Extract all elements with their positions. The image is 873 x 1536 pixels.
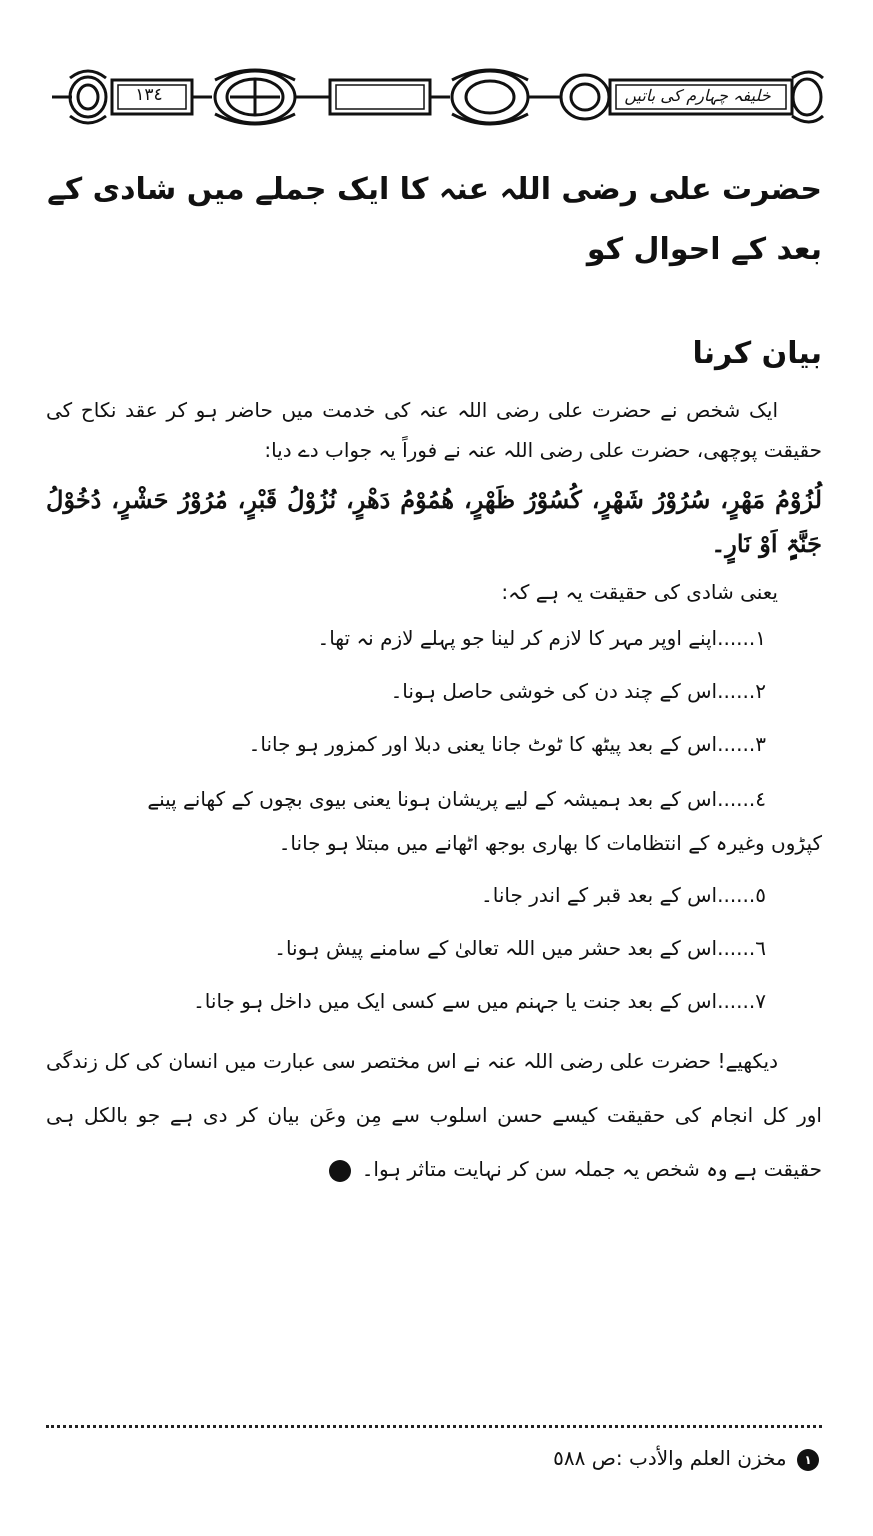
closing-line-3: شخص یہ جملہ سن کر نہایت متاثر ہوا۔ [361,1157,700,1181]
intro-line-1: ایک شخص نے حضرت علی رضی اللہ عنہ کی خدمت میں حاضر ہو کر عقد نکاح کی حقیقت [46,398,822,462]
closing-line-2: انجام کی حقیقت کیسے حسن اسلوب سے مِن وعَن بیان کر دی ہے جو بالکل ہی حقیقت ہے وہ [46,1103,822,1181]
arabic-quote-line-2: حَشْرٍ، دُخُوْلُ جَنَّۃٍ اَوْ نَارٍ۔ [46,485,822,558]
list-item: ١......اپنے اوپر مہر کا لازم کر لینا جو پہلے لازم نہ تھا۔ [317,626,766,650]
running-title: خلیفہ چہارم کی باتیں [624,85,771,105]
page-number: ١٣٤ [135,85,163,105]
list-item-4-text: ٤......اس کے بعد ہمیشہ کے لیے پریشان ہونا یعنی بیوی بچوں کے کھانے پینے [147,787,766,811]
footnote-marker: ١ [797,1449,819,1471]
footnote-divider [46,1425,822,1428]
list-item: ٣......اس کے بعد پیٹھ کا ٹوٹ جانا یعنی دبلا اور کمزور ہو جانا۔ [248,732,766,756]
chapter-title-line-1: حضرت علی رضی اللہ عنہ کا ایک جملے میں شادی کے بعد کے احوال کو [47,172,822,267]
list-item: ٦......اس کے بعد حشر میں اللہ تعالیٰ کے سامنے پیش ہونا۔ [274,936,766,960]
page-content [46,160,822,1196]
closing-line-1: دیکھیے! حضرت علی رضی اللہ عنہ نے اس مختصر سی عبارت میں انسان کی کل زندگی اور کل [46,1049,822,1127]
list-item: ٥......اس کے بعد قبر کے اندر جانا۔ [481,883,766,907]
intro-line-2: پوچھی، حضرت علی رضی اللہ عنہ نے فوراً یہ جواب دے دیا: [264,438,758,462]
list-item [46,777,822,865]
arabic-quote [46,478,822,566]
chapter-title [46,160,822,384]
list-item: ٢......اس کے چند دن کی خوشی حاصل ہونا۔ [390,679,766,703]
list-item: ٧......اس کے بعد جنت یا جہنم میں سے کسی ایک میں داخل ہو جانا۔ [193,989,766,1013]
meaning-list [46,612,822,1028]
chapter-title-line-2: بیان کرنا [692,336,822,371]
footnote-text: مخزن العلم والأدب :ص ٥٨٨ [553,1446,787,1470]
footnote [553,1440,823,1476]
arabic-quote-line-1: لُزُوْمُ مَھْرٍ، سُرُوْرُ شَھْرٍ، کُسُوْرُ ظَھْرٍ، ھُمُوْمُ دَھْرٍ، نُزُوْلُ قَبْرٍ، مُرُوْرُ [178,485,823,514]
intro-paragraph [46,390,822,470]
closing-paragraph [46,1034,822,1196]
footnote-reference-marker[interactable]: ١ [329,1160,351,1182]
explanation-intro: یعنی شادی کی حقیقت یہ ہے کہ: [501,580,778,604]
list-item-4-continuation: کپڑوں وغیرہ کے انتظامات کا بھاری بوجھ اٹھانے میں مبتلا ہو جانا۔ [278,831,822,855]
